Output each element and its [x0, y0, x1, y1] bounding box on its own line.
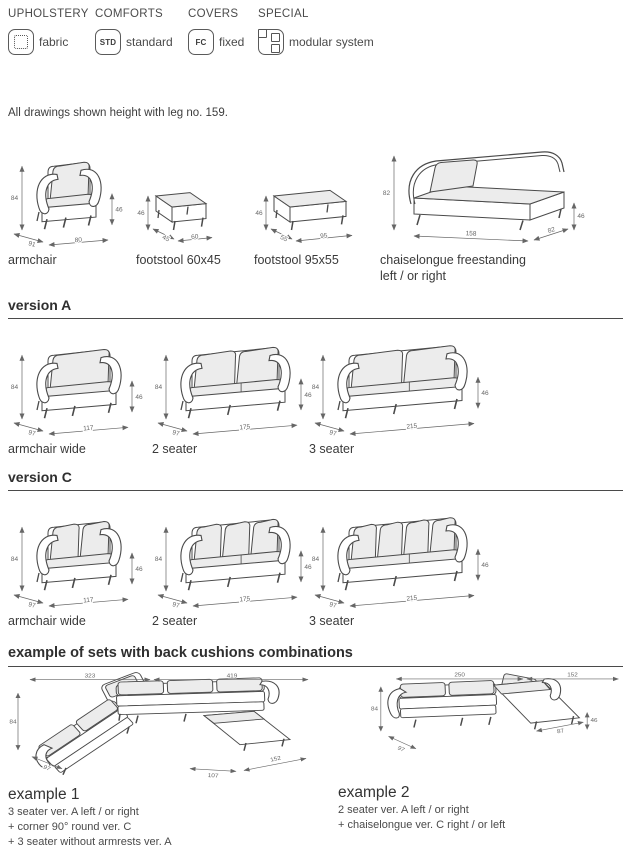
legend-label-fixed: fixed — [219, 35, 245, 49]
chaiselongue-cell — [380, 133, 600, 285]
svg-text:46: 46 — [115, 206, 123, 214]
footstool-60x45-cell — [136, 133, 254, 285]
modular-system-icon — [258, 29, 284, 55]
example-2 — [338, 671, 634, 849]
leg-note: All drawings shown height with leg no. 159. — [8, 107, 228, 119]
svg-text:97: 97 — [328, 601, 338, 610]
svg-text:82: 82 — [547, 226, 557, 235]
svg-text:84: 84 — [154, 384, 163, 392]
armchair-label: armchair — [8, 253, 57, 267]
va-armchair-wide-cell — [8, 333, 152, 457]
legend-title-covers: COVERS — [188, 8, 239, 20]
va-2-seater-drawing — [152, 339, 312, 439]
va-3-seater-cell — [309, 333, 509, 457]
vc-armchair-wide-label: armchair wide — [8, 614, 86, 628]
svg-text:97: 97 — [171, 601, 181, 610]
armchair-drawing — [8, 150, 136, 250]
example-1-title: example 1 — [8, 786, 80, 803]
example-2-line: + chaiselongue ver. C right / or left — [338, 819, 506, 832]
svg-text:82: 82 — [382, 190, 391, 197]
example-2-title: example 2 — [338, 784, 410, 801]
fc-badge-icon: FC — [188, 29, 214, 55]
vc-3-seater-label: 3 seater — [309, 614, 355, 628]
svg-text:97: 97 — [171, 429, 181, 438]
svg-text:84: 84 — [10, 384, 19, 392]
example-1-line: + 3 seater without armrests ver. A — [8, 836, 172, 849]
chaiselongue-drawing — [380, 144, 600, 250]
legend-group-comforts — [95, 8, 188, 55]
svg-text:60: 60 — [190, 233, 199, 242]
footstool-60x45-drawing — [136, 160, 254, 250]
svg-text:46: 46 — [255, 210, 263, 217]
section-rule — [8, 490, 623, 491]
svg-text:97: 97 — [328, 429, 338, 438]
svg-text:97: 97 — [41, 764, 52, 773]
fabric-swatch-icon — [8, 29, 34, 55]
svg-text:45: 45 — [160, 233, 171, 244]
example-1-line: 3 seater ver. A left / or right — [8, 806, 139, 818]
section-rule — [8, 318, 623, 319]
row-version-c — [8, 505, 636, 629]
vc-2-seater-drawing — [152, 511, 312, 611]
svg-text:117: 117 — [82, 596, 94, 605]
legend-title-special: SPECIAL — [258, 8, 309, 20]
footstool-95x55-cell — [254, 133, 380, 285]
svg-text:55: 55 — [278, 233, 289, 244]
svg-text:87: 87 — [556, 728, 565, 736]
vc-2-seater-label: 2 seater — [152, 614, 198, 628]
svg-text:46: 46 — [135, 394, 143, 401]
example-1-drawing — [8, 671, 338, 784]
legend-title-comforts: COMFORTS — [95, 8, 163, 20]
svg-text:84: 84 — [9, 719, 17, 726]
svg-text:46: 46 — [590, 718, 598, 725]
va-armchair-wide-label: armchair wide — [8, 442, 86, 456]
svg-text:84: 84 — [10, 556, 19, 564]
svg-text:152: 152 — [567, 672, 578, 679]
footstool-95x55-drawing — [254, 160, 380, 250]
legend-label-fabric: fabric — [39, 35, 69, 49]
svg-text:80: 80 — [74, 236, 83, 245]
examples-heading: example of sets with back cushions combinations — [8, 645, 353, 661]
vc-2-seater-cell — [152, 505, 312, 629]
footstool-95x55-label: footstool 95x55 — [254, 253, 339, 267]
svg-text:158: 158 — [465, 230, 477, 238]
svg-text:46: 46 — [481, 390, 489, 398]
svg-text:97: 97 — [27, 429, 37, 438]
std-badge-icon: STD — [95, 29, 121, 55]
svg-text:419: 419 — [226, 673, 238, 680]
footstool-60x45-label: footstool 60x45 — [136, 253, 221, 267]
svg-text:46: 46 — [481, 562, 489, 570]
row-basic-pieces — [8, 133, 636, 285]
svg-text:175: 175 — [239, 595, 251, 604]
example-2-line: 2 seater ver. A left / or right — [338, 804, 469, 816]
example-2-drawing — [338, 671, 634, 782]
section-rule — [8, 666, 623, 667]
svg-text:91: 91 — [27, 240, 37, 249]
svg-text:215: 215 — [406, 594, 418, 603]
svg-text:84: 84 — [10, 195, 19, 203]
vc-3-seater-cell — [309, 505, 509, 629]
version-a-heading: version A — [8, 297, 72, 313]
row-version-a — [8, 333, 636, 457]
example-1 — [8, 671, 338, 849]
legend-group-special — [258, 8, 374, 55]
legend — [8, 8, 636, 55]
svg-text:84: 84 — [311, 384, 320, 392]
examples-row — [8, 671, 636, 849]
svg-text:175: 175 — [239, 423, 251, 432]
svg-text:84: 84 — [370, 706, 379, 713]
legend-group-covers — [188, 8, 258, 55]
version-c-heading: version C — [8, 469, 72, 485]
va-3-seater-drawing — [309, 339, 509, 439]
svg-text:152: 152 — [269, 755, 282, 764]
svg-text:46: 46 — [304, 391, 312, 399]
legend-label-standard: standard — [126, 35, 173, 49]
va-2-seater-cell — [152, 333, 312, 457]
va-2-seater-label: 2 seater — [152, 442, 198, 456]
svg-text:250: 250 — [454, 672, 465, 679]
svg-text:97: 97 — [27, 601, 37, 610]
vc-3-seater-drawing — [309, 511, 509, 611]
legend-group-upholstery — [8, 8, 95, 55]
svg-text:46: 46 — [135, 566, 143, 573]
legend-label-modular: modular system — [289, 35, 374, 49]
svg-text:46: 46 — [577, 213, 585, 220]
va-3-seater-label: 3 seater — [309, 442, 355, 456]
svg-text:46: 46 — [304, 563, 312, 571]
example-1-line: + corner 90° round ver. C — [8, 821, 132, 834]
svg-text:84: 84 — [311, 556, 320, 564]
legend-title-upholstery: UPHOLSTERY — [8, 8, 89, 20]
va-armchair-wide-drawing — [8, 339, 152, 439]
svg-text:95: 95 — [319, 232, 328, 241]
svg-text:107: 107 — [207, 773, 219, 780]
armchair-cell — [8, 133, 136, 285]
chaiselongue-label: chaiselongue freestanding left / or right — [380, 253, 526, 283]
svg-text:46: 46 — [137, 210, 145, 217]
vc-armchair-wide-drawing — [8, 511, 152, 611]
svg-text:117: 117 — [82, 424, 94, 433]
svg-text:97: 97 — [396, 745, 406, 754]
svg-text:215: 215 — [406, 422, 418, 431]
svg-text:323: 323 — [84, 673, 96, 680]
svg-text:84: 84 — [154, 556, 163, 564]
vc-armchair-wide-cell — [8, 505, 152, 629]
